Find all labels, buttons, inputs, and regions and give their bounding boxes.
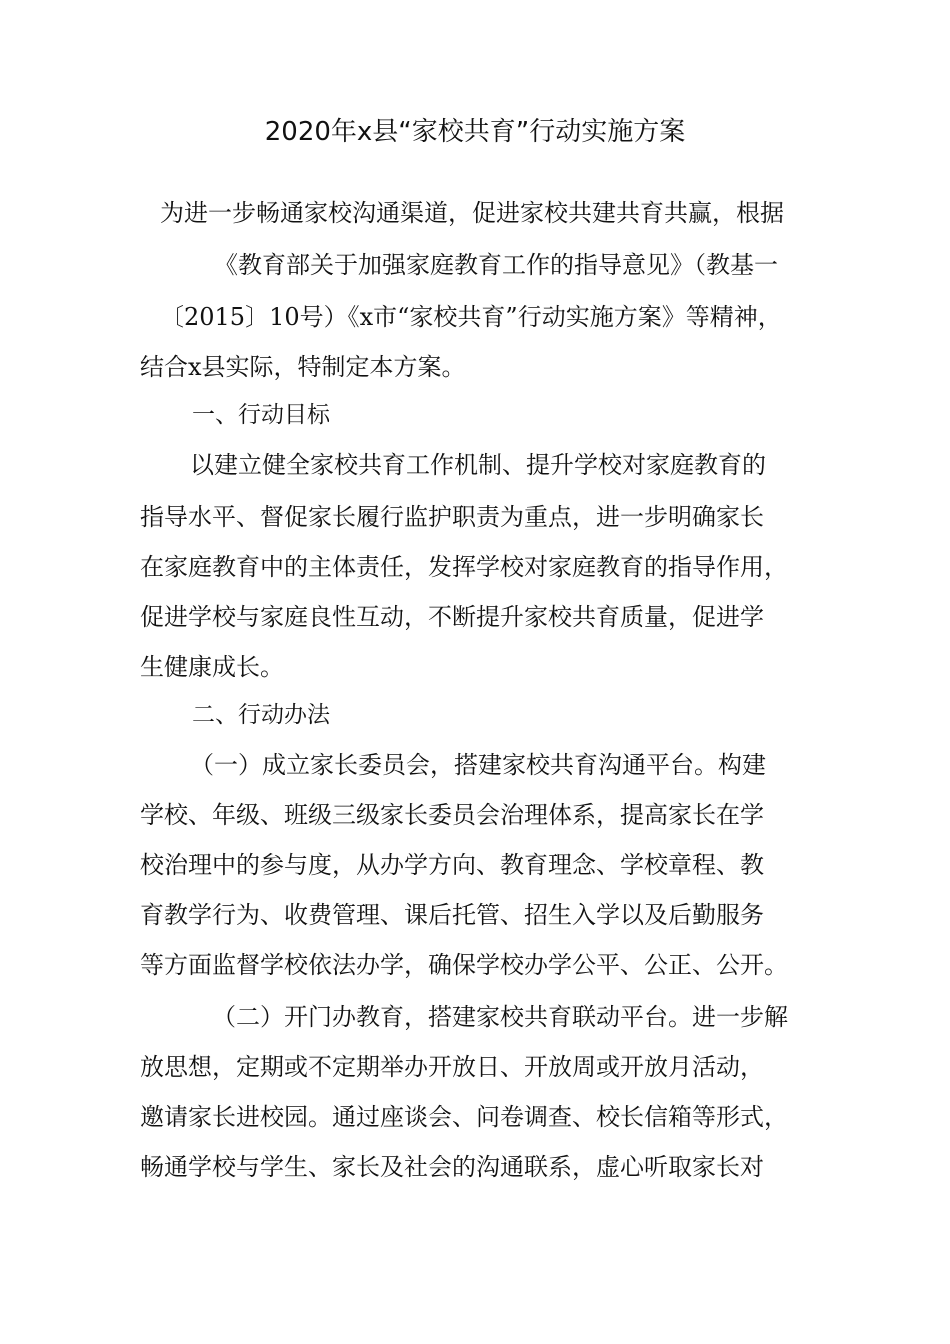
method2-line-2: 放思想，定期或不定期举办开放日、开放周或开放月活动， xyxy=(140,1053,764,1081)
goals-line-4: 促进学校与家庭良性互动，不断提升家校共育质量，促进学 xyxy=(140,603,764,631)
goals-line-5: 生健康成长。 xyxy=(140,653,284,681)
document-title: 2020年x县“家校共育”行动实施方案 xyxy=(264,117,686,147)
method2-line-4: 畅通学校与学生、家长及社会的沟通联系，虚心听取家长对 xyxy=(140,1153,764,1181)
goals-line-1: 以建立健全家校共育工作机制、提升学校对家庭教育的 xyxy=(190,451,766,479)
method1-line-3: 校治理中的参与度，从办学方向、教育理念、学校章程、教 xyxy=(140,851,764,879)
method1-line-4: 育教学行为、收费管理、课后托管、招生入学以及后勤服务 xyxy=(140,901,764,929)
intro-line-2: 《教育部关于加强家庭教育工作的指导意见》（教基一 xyxy=(214,251,778,279)
intro-line-4: 结合x县实际，特制定本方案。 xyxy=(140,353,466,381)
method1-line-5: 等方面监督学校依法办学，确保学校办学公平、公正、公开。 xyxy=(140,951,788,979)
method2-line-3: 邀请家长进校园。通过座谈会、问卷调查、校长信箱等形式， xyxy=(140,1103,788,1131)
intro-line-1: 为进一步畅通家校沟通渠道，促进家校共建共育共赢，根据 xyxy=(160,199,784,227)
method2-line-1: （二）开门办教育，搭建家校共育联动平台。进一步解 xyxy=(212,1003,788,1031)
goals-line-2: 指导水平、督促家长履行监护职责为重点，进一步明确家长 xyxy=(140,503,764,531)
goals-line-3: 在家庭教育中的主体责任，发挥学校对家庭教育的指导作用， xyxy=(140,553,788,581)
section-heading-methods: 二、行动办法 xyxy=(192,702,330,728)
section-heading-goals: 一、行动目标 xyxy=(192,402,330,428)
method1-line-1: （一）成立家长委员会，搭建家校共育沟通平台。构建 xyxy=(190,751,766,779)
intro-line-3: 〔2015〕10号）《x市“家校共育”行动实施方案》等精神， xyxy=(160,303,782,331)
method1-line-2: 学校、年级、班级三级家长委员会治理体系，提高家长在学 xyxy=(140,801,764,829)
